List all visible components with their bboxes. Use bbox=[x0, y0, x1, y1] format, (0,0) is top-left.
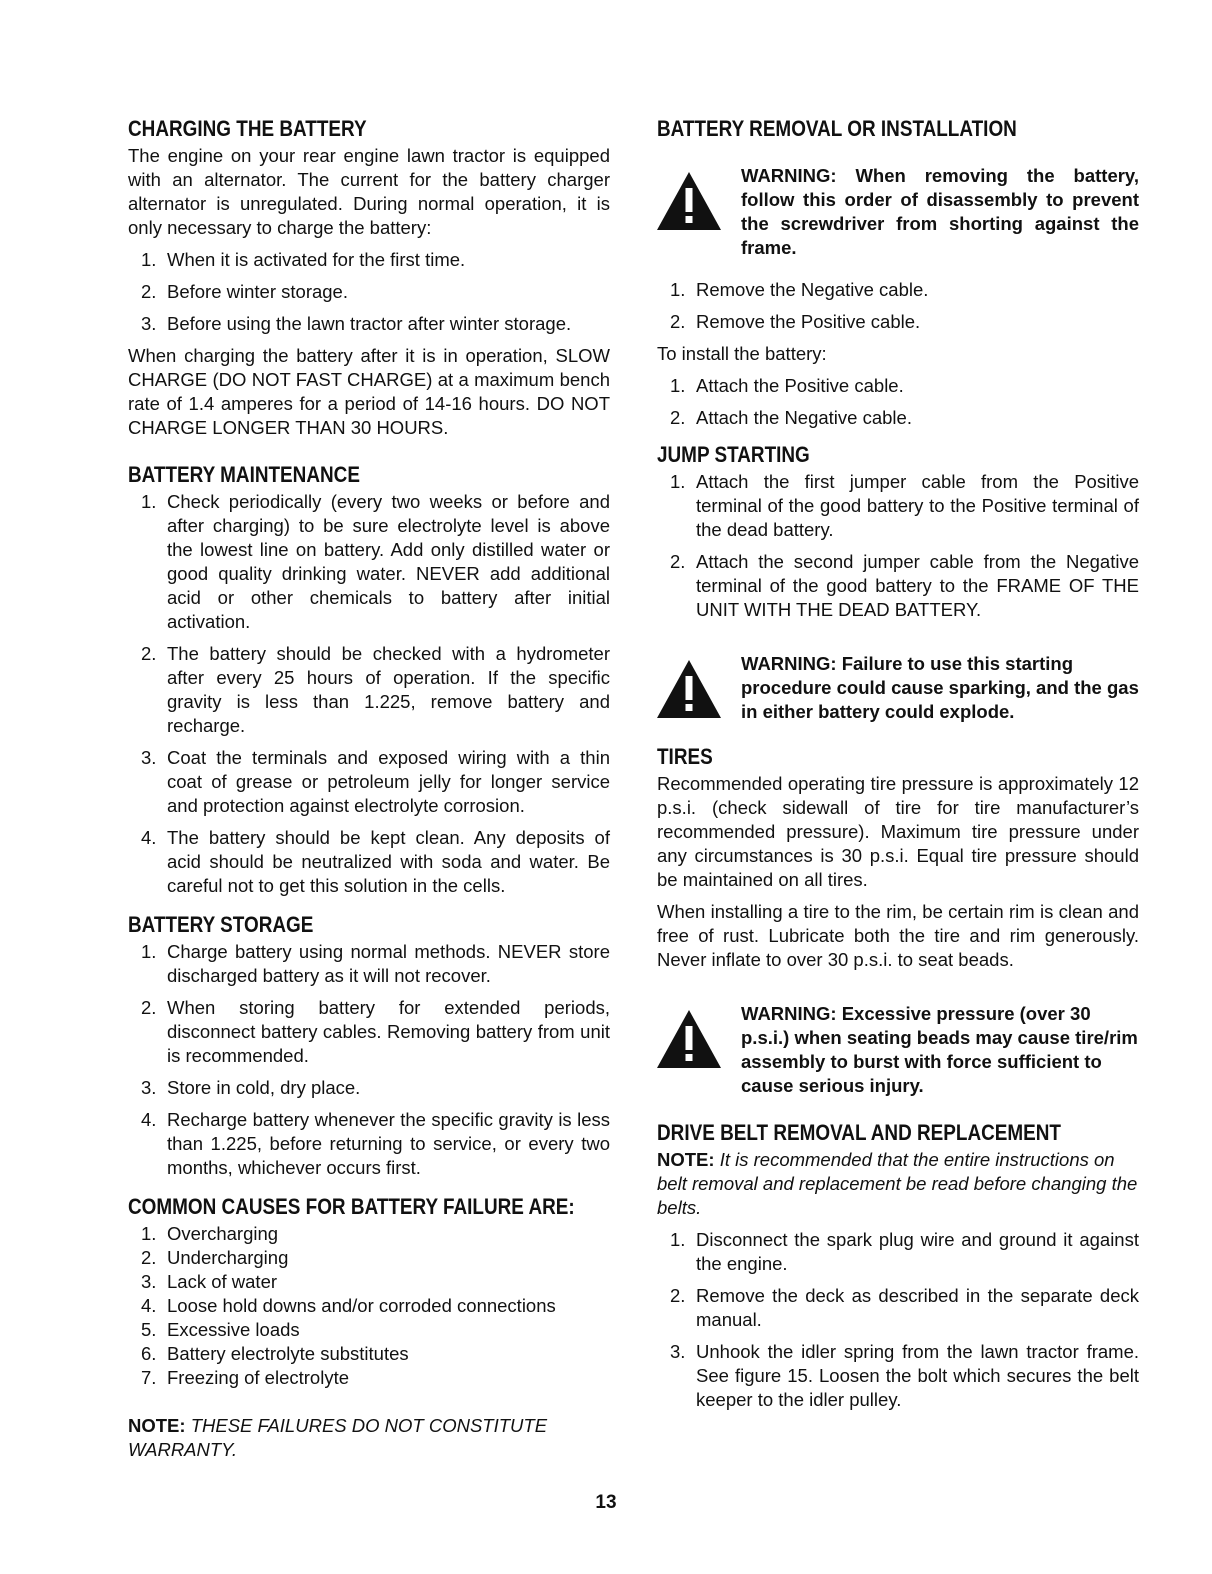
right-column bbox=[657, 112, 1139, 1420]
warning-text: WARNING: Failure to use this starting procedure could cause sparking, and the gas in either battery could explode. bbox=[741, 653, 1139, 722]
tires-paragraph-1: Recommended operating tire pressure is approximately 12 p.s.i. (check sidewall of tire for tire manufacturer’s recommended pressure). Maximum tire pressure under any circumstances is 30 p.s.i. Equal tire pressure should be maintained on all tires. bbox=[657, 773, 1139, 890]
charging-outro: When charging the battery after it is in operation, SLOW CHARGE (DO NOT FAST CHARGE) at a maximum bench rate of 1.4 amperes for a period of 14-16 hours. DO NOT CHARGE LONGER THAN 30 HOURS. bbox=[128, 345, 610, 438]
note-label: NOTE: bbox=[128, 1415, 186, 1436]
list-item: 4. Loose hold downs and/or corroded connections bbox=[141, 1295, 556, 1316]
list-item: 3. Lack of water bbox=[141, 1271, 278, 1292]
warning-triangle-icon bbox=[657, 1010, 721, 1068]
list-item: 1. Attach the Positive cable. bbox=[670, 375, 904, 396]
note-text: THESE FAILURES DO NOT CONSTITUTE WARRANTY. bbox=[128, 1415, 548, 1460]
storage-title: BATTERY STORAGE bbox=[128, 912, 314, 937]
list-item: 6. Battery electrolyte substitutes bbox=[141, 1343, 409, 1364]
left-column bbox=[128, 112, 610, 1462]
list-item: 1. Overcharging bbox=[141, 1223, 279, 1244]
tires-warning bbox=[657, 1002, 1139, 1098]
list-item: 3. Coat the terminals and exposed wiring with a thin coat of grease or petroleum jelly for longer service and protection against electrolyte corrosion. bbox=[141, 747, 610, 816]
tires-title: TIRES bbox=[657, 744, 713, 769]
charging-title: CHARGING THE BATTERY bbox=[128, 116, 367, 141]
install-list bbox=[657, 374, 1139, 430]
list-item: 1. Remove the Negative cable. bbox=[670, 279, 929, 300]
note-label: NOTE: bbox=[657, 1149, 715, 1170]
warning-triangle-icon bbox=[657, 172, 721, 230]
maintenance-list bbox=[128, 490, 610, 898]
belt-note bbox=[657, 1148, 1139, 1220]
note-text: It is recommended that the entire instructions on belt removal and replacement be read before changing the belts. bbox=[657, 1149, 1138, 1218]
removal-warning bbox=[657, 164, 1139, 260]
list-item: 1. Attach the first jumper cable from the Positive terminal of the good battery to the Positive terminal of the dead battery. bbox=[670, 471, 1139, 540]
list-item: 2. Remove the Positive cable. bbox=[670, 311, 921, 332]
list-item: 2. Attach the second jumper cable from the Negative terminal of the good battery to the FRAME OF THE UNIT WITH THE DEAD BATTERY. bbox=[670, 551, 1139, 620]
remove-list bbox=[657, 278, 1139, 334]
tires-paragraph-2: When installing a tire to the rim, be certain rim is clean and free of rust. Lubricate both the tire and rim generously. Never inflate to over 30 p.s.i. to seat beads. bbox=[657, 901, 1139, 970]
jump-list bbox=[657, 470, 1139, 622]
warning-text: WARNING: Excessive pressure (over 30 p.s.i.) when seating beads may cause tire/rim assembly to burst with force sufficient to cause serious injury. bbox=[741, 1003, 1138, 1096]
list-item: 2. Before winter storage. bbox=[141, 281, 348, 302]
failure-note bbox=[128, 1414, 610, 1462]
list-item: 7. Freezing of electrolyte bbox=[141, 1367, 350, 1388]
list-item: 4. The battery should be kept clean. Any deposits of acid should be neutralized with soda and water. Be careful not to get this solution in the cells. bbox=[141, 827, 610, 896]
list-item: 3. Store in cold, dry place. bbox=[141, 1077, 361, 1098]
list-item: 2. Remove the deck as described in the separate deck manual. bbox=[670, 1285, 1139, 1330]
warning-triangle-icon bbox=[657, 660, 721, 718]
removal-title: BATTERY REMOVAL OR INSTALLATION bbox=[657, 116, 1017, 141]
jump-warning bbox=[657, 652, 1139, 724]
list-item: 3. Unhook the idler spring from the lawn tractor frame. See figure 15. Loosen the bolt which secures the belt keeper to the idler pulley. bbox=[670, 1341, 1139, 1410]
list-item: 1. Charge battery using normal methods. NEVER store discharged battery as it will not recover. bbox=[141, 941, 610, 986]
list-item: 2. The battery should be checked with a hydrometer after every 25 hours of operation. If the specific gravity is less than 1.225, remove battery and recharge. bbox=[141, 643, 610, 736]
list-item: 2. Undercharging bbox=[141, 1247, 289, 1268]
failure-title: COMMON CAUSES FOR BATTERY FAILURE ARE: bbox=[128, 1194, 575, 1219]
list-item: 1. When it is activated for the first time. bbox=[141, 249, 466, 270]
failure-list bbox=[128, 1222, 610, 1390]
install-label: To install the battery: bbox=[657, 343, 827, 364]
list-item: 1. Disconnect the spark plug wire and ground it against the engine. bbox=[670, 1229, 1139, 1274]
charging-list bbox=[128, 248, 610, 336]
maintenance-title: BATTERY MAINTENANCE bbox=[128, 462, 360, 487]
list-item: 5. Excessive loads bbox=[141, 1319, 300, 1340]
jump-title: JUMP STARTING bbox=[657, 442, 810, 467]
belt-title: DRIVE BELT REMOVAL AND REPLACEMENT bbox=[657, 1120, 1061, 1145]
list-item: 2. Attach the Negative cable. bbox=[670, 407, 912, 428]
list-item: 3. Before using the lawn tractor after winter storage. bbox=[141, 313, 572, 334]
list-item: 4. Recharge battery whenever the specific gravity is less than 1.225, before returning to service, or every two months, whichever occurs first. bbox=[141, 1109, 610, 1178]
list-item: 1. Check periodically (every two weeks or before and after charging) to be sure electrolyte level is above the lowest line on battery. Add only distilled water or good quality drinking water. NEVER add additional acid or other chemicals to battery after initial activation. bbox=[141, 491, 610, 632]
list-item: 2. When storing battery for extended periods, disconnect battery cables. Removing battery from unit is recommended. bbox=[141, 997, 610, 1066]
charging-intro: The engine on your rear engine lawn tractor is equipped with an alternator. The current for the battery charger alternator is unregulated. During normal operation, it is only necessary to charge the battery: bbox=[128, 145, 610, 238]
storage-list bbox=[128, 940, 610, 1180]
warning-text: WARNING: When removing the battery, follow this order of disassembly to prevent the screwdriver from shorting against the frame. bbox=[741, 165, 1139, 258]
belt-list bbox=[657, 1228, 1139, 1412]
page-number: 13 bbox=[595, 1492, 617, 1513]
